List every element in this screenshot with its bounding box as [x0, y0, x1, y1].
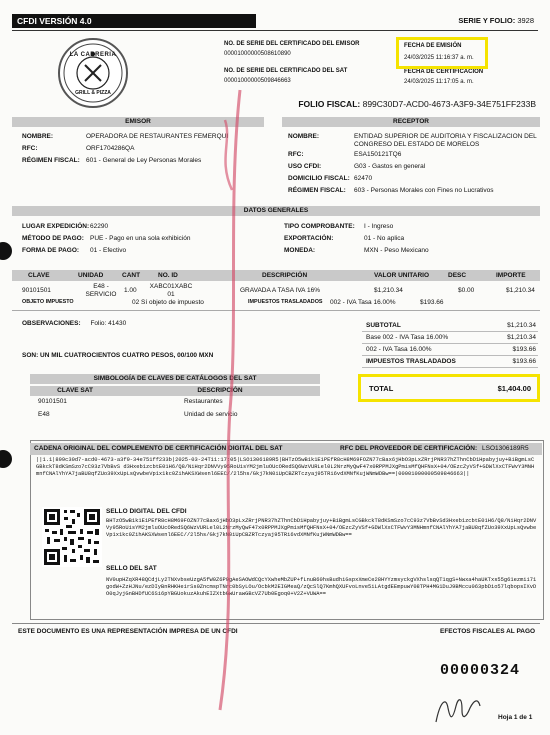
simbologia-col-descripcion: DESCRIPCIÓN: [120, 386, 320, 396]
receptor-rfc-label: RFC:: [288, 151, 304, 158]
objeto-impuesto-value: 02 Sí objeto de impuesto: [132, 299, 204, 306]
sello-sat-text: NV0upHZqXR48QCdjLy2TNXvbseUzgA5fW0Z6P9gAeSAOWdCQcYXwheMbZUP+fLnuB60hsBudhiGspxXmeCe28HYYzmsyckgVXhslsqQT1qgS+Nwxa4haUKTxs55g61ezmii71godW+ZzHJNu/ezDIyBnRHKHeirSs0ZncmspTNrc0bSyLOu/OcbkM2EIGMeaQ/zQcSlQ7KmhQXUFvoLnve5iLAtgdEEmpuwY08TPH4MG1DuJ9BMccu063pbDio57lqbopsIXvDO0qJyjGnBHDfUC6Si6pYBGUokuzAkuhEIZXtbGwUrawGBcVZ7Ub0Egoq0+V2Z+VUWA==: [106, 577, 537, 598]
forma-label: FORMA DE PAGO:: [22, 247, 80, 254]
total-row-base: [362, 332, 538, 344]
col-cant: CANT: [122, 272, 141, 279]
receptor-domicilio: [288, 175, 372, 183]
impuestos-trasladados-desc: 002 - IVA Tasa 16.00%: [330, 299, 396, 306]
efectos-fiscales: EFECTOS FISCALES AL PAGO: [440, 628, 536, 635]
col-descripcion: DESCRIPCIÓN: [262, 272, 308, 279]
simbologia-col-clave: CLAVE SAT: [30, 386, 120, 396]
punch-hole-top: [0, 242, 12, 260]
certificacion-date-value: 24/03/2025 11:17:05 a. m.: [404, 79, 474, 85]
total-value: $1,404.00: [497, 384, 531, 393]
metodo-label: MÉTODO DE PAGO:: [22, 235, 84, 242]
row-descripcion: GRAVADA A TASA IVA 16%: [240, 287, 320, 294]
tipo-comprobante: [284, 223, 393, 231]
cadena-original-text: ||1.1|899c30d7-acd0-4673-a3f9-34e751ff233b|2025-03-24T11:17:05|LSO1306189R5|BHTzO5wB1k1E1PEfR8cH8M69FOZN77cBax6jHbO3pLxZRrjPNR37hZThnCbD1Hpabyjuy+BiBgmLsCGBkckT8dKSmSzo7cC93z7VbBvS d3Hxeb1zcbtE01H6/Q8/NiHqr2DNVVy95RoUisYM2jmluOUcORedSQ6WzVURLel0L2NrzMyQwF47x0RPPMJXgPmisMfQHFNsX+04/OEzcZyVSf+GDWlXxCTFWvY3MNHmnfCNAlYhYA7jaBU8qfZUo39XxUpLsQvwbeVp1x1kc0ZihAKSXWsenl6EEC//2l5hs/Gkj7kN0iUpCBZRTczyaj95TRi6vdXMNfKujWNmWDBw==|00001000000509846663||: [36, 457, 535, 478]
receptor-regimen: [288, 187, 493, 195]
importe-con-letra: SON: UN MIL CUATROCIENTOS CUATRO PESOS, 00/100 MXN: [22, 352, 214, 359]
logo-name: LA CABRERIA: [69, 52, 117, 58]
proveedor-rfc-label: RFC DEL PROVEEDOR DE CERTIFICACIÓN:: [340, 445, 478, 452]
red-pen-stroke: [180, 80, 270, 720]
emisor-nombre-value: OPERADORA DE RESTAURANTES FEMERQUI: [86, 133, 229, 140]
leyenda-cfdi: ESTE DOCUMENTO ES UNA REPRESENTACIÓN IMPRESA DE UN CFDI: [18, 628, 238, 635]
forma-value: 01 - Efectivo: [90, 247, 127, 254]
receptor-domicilio-value: 62470: [354, 175, 373, 182]
emision-date-label: FECHA DE EMISIÓN: [404, 43, 462, 49]
emisor-cert-label: NO. DE SERIE DEL CERTIFICADO DEL EMISOR: [224, 41, 360, 47]
simbologia-row-1-desc: Restaurantes: [184, 398, 223, 405]
certificacion-date-label: FECHA DE CERTIFICACION: [404, 69, 484, 75]
page-number: Hoja 1 de 1: [498, 714, 533, 721]
impuestos-trasladados-value: $193.66: [420, 299, 444, 306]
emisor-rfc-label: RFC:: [22, 145, 38, 152]
serie-value: 3928: [517, 16, 534, 25]
emisor-rfc: [22, 145, 134, 153]
metodo-pago: [22, 235, 190, 243]
sello-sat-label: SELLO DEL SAT: [106, 565, 157, 572]
total-label: TOTAL: [369, 384, 394, 393]
exportacion-value: 01 - No aplica: [364, 235, 405, 242]
receptor-rfc-value: ESA150121TQ6: [354, 151, 402, 158]
simbologia-row-2-clave: E48: [38, 411, 50, 418]
folio-fiscal: [298, 99, 536, 109]
sello-cfdi-label: SELLO DIGITAL DEL CFDI: [106, 508, 187, 515]
sat-cert-label: NO. DE SERIE DEL CERTIFICADO DEL SAT: [224, 68, 348, 74]
total-row-impuestos: [362, 356, 538, 368]
lugar-value: 62290: [90, 223, 109, 230]
moneda-value: MXN - Peso Mexicano: [364, 247, 429, 254]
tipo-value: I - Ingreso: [364, 223, 394, 230]
restaurant-logo: [58, 38, 128, 108]
serie-folio: [458, 16, 534, 25]
qr-code-graphic: [42, 507, 102, 567]
row-clave: 90101501: [22, 287, 51, 294]
row-divider: [12, 310, 540, 311]
forma-pago: [22, 247, 126, 255]
row-cant: 1.00: [124, 287, 137, 294]
cadena-header: [30, 443, 542, 455]
receptor-uso: [288, 163, 425, 171]
sat-cert-value: 00001000000509846663: [224, 78, 291, 84]
certificate-block: [224, 38, 544, 94]
impuestos-trasladados-label: IMPUESTOS TRASLADADOS: [248, 299, 323, 305]
receptor-nombre-value: ENTIDAD SUPERIOR DE AUDITORIA Y FISCALIZACION DEL CONGRESO DEL ESTADO DE MORELOS: [354, 133, 537, 148]
receptor-regimen-label: RÉGIMEN FISCAL:: [288, 187, 346, 194]
logo-tagline: GRILL & PIZZA: [75, 90, 111, 96]
moneda: [284, 247, 429, 255]
col-desc: DESC: [448, 272, 467, 279]
emision-date-highlight: [396, 37, 488, 69]
cadena-label: CADENA ORIGINAL DEL COMPLEMENTO DE CERTIFICACIÓN DIGITAL DEL SAT: [34, 445, 283, 452]
footer-divider: [12, 623, 540, 624]
emisor-regimen-label: RÉGIMEN FISCAL:: [22, 157, 80, 164]
iva-value: $193.66: [512, 346, 536, 353]
row-valor: $1,210.34: [374, 287, 403, 294]
receptor-rfc: [288, 151, 401, 159]
simbologia-row-2-desc: Unidad de servicio: [184, 411, 238, 418]
folio-fiscal-label: FOLIO FISCAL:: [298, 99, 361, 109]
punch-hole-bottom: [0, 450, 12, 468]
base-label: Base 002 - IVA Tasa 16.00%: [366, 334, 449, 341]
sello-cfdi-text: BHTzO5wB1k1E1PEfR8cH8M69FOZN77cBax6jHbO3pLxZRrjPNR37hZThnCbD1Hpabyjuy+BiBgmLsCGBkckT8dKSmSzo7cC93z7VbBvSd3Hxeb1zcbtE01H6/Q8/NiHqr2DNVVy95RoUisYM2jmluOUcORedSQ6WzVURLel0L2NrzMyQwF47x0RPPMJXgPmisMfQHFNsX+04/OEzcZyVSf+GDWlXxCTFWvY3MNHmnfCNAlYhYA7jaBU8qfZUo39XxUpLsQvwbeVp1x1kc0ZihAKSXWsenl6EEC//2l5hs/Gkj7kN0iUpCBZRTczyaj95TRi6vdXMNfKujWNmWDBw==: [106, 518, 537, 539]
observaciones-value: Folio: 41430: [90, 320, 127, 327]
col-importe: IMPORTE: [496, 272, 526, 279]
receptor-header: RECEPTOR: [282, 117, 540, 127]
total-highlight: [358, 374, 540, 402]
receptor-domicilio-label: DOMICILIO FISCAL:: [288, 175, 350, 182]
base-value: $1,210.34: [507, 334, 536, 341]
row-unidad: E48 - SERVICIO: [85, 283, 117, 298]
row-noid: XABC01XABC 01: [149, 283, 193, 298]
exportacion: [284, 235, 404, 243]
qr-code: [42, 507, 102, 567]
totals-panel: [362, 320, 538, 368]
folio-stamp: 00000324: [440, 662, 521, 679]
simbologia-header: SIMBOLOGÍA DE CLAVES DE CATÁLOGOS DEL SAT: [30, 374, 320, 384]
total-row-iva: [362, 344, 538, 356]
receptor-nombre-label: NOMBRE:: [288, 133, 320, 140]
logo-graphic: [60, 40, 126, 106]
receptor-nombre: [288, 133, 540, 149]
iva-label: 002 - IVA Tasa 16.00%: [366, 346, 432, 353]
tipo-label: TIPO COMPROBANTE:: [284, 223, 355, 230]
emisor-regimen: [22, 157, 201, 165]
row-importe: $1,210.34: [506, 287, 535, 294]
col-unidad: UNIDAD: [78, 272, 104, 279]
signature-scribble: [430, 692, 490, 728]
emision-date-value: 24/03/2025 11:16:37 a. m.: [404, 55, 474, 61]
col-clave: CLAVE: [28, 272, 50, 279]
emisor-rfc-value: ORF1704286QA: [86, 145, 135, 152]
receptor-uso-label: USO CFDI:: [288, 163, 322, 170]
col-valor-unitario: VALOR UNITARIO: [374, 272, 430, 279]
observaciones-label: OBSERVACIONES:: [22, 320, 81, 327]
proveedor-rfc-value: LSO1306189R5: [482, 445, 529, 452]
objeto-impuesto-label: OBJETO IMPUESTO: [22, 299, 74, 305]
subtotal-label: SUBTOTAL: [366, 322, 401, 329]
emisor-cert-value: 00001000000508610890: [224, 51, 291, 57]
lugar-expedicion: [22, 223, 108, 231]
impuestos-label: IMPUESTOS TRASLADADOS: [366, 358, 456, 365]
impuestos-value: $193.66: [512, 358, 536, 365]
receptor-uso-value: G03 - Gastos en general: [354, 163, 426, 170]
datos-generales-header: DATOS GENERALES: [12, 206, 540, 216]
total-row-subtotal: [362, 320, 538, 332]
cfdi-version-bar: CFDI VERSIÓN 4.0: [12, 14, 256, 28]
emisor-nombre-label: NOMBRE:: [22, 133, 54, 140]
subtotal-value: $1,210.34: [507, 322, 536, 329]
header-divider: [12, 30, 538, 31]
serie-label: SERIE Y FOLIO:: [458, 16, 516, 25]
emisor-header: EMISOR: [12, 117, 264, 127]
row-desc: $0.00: [458, 287, 475, 294]
lugar-label: LUGAR EXPEDICIÓN:: [22, 223, 90, 230]
simbologia-row-1-clave: 90101501: [38, 398, 67, 405]
metodo-value: PUE - Pago en una sola exhibición: [90, 235, 191, 242]
exportacion-label: EXPORTACIÓN:: [284, 235, 334, 242]
col-noid: NO. ID: [158, 272, 178, 279]
folio-fiscal-value: 899C30D7-ACD0-4673-A3F9-34E751FF233B: [362, 99, 536, 109]
observaciones: [22, 320, 126, 328]
moneda-label: MONEDA:: [284, 247, 316, 254]
receptor-regimen-value: 603 - Personas Morales con Fines no Lucrativos: [354, 187, 494, 194]
emisor-regimen-value: 601 - General de Ley Personas Morales: [86, 157, 202, 164]
